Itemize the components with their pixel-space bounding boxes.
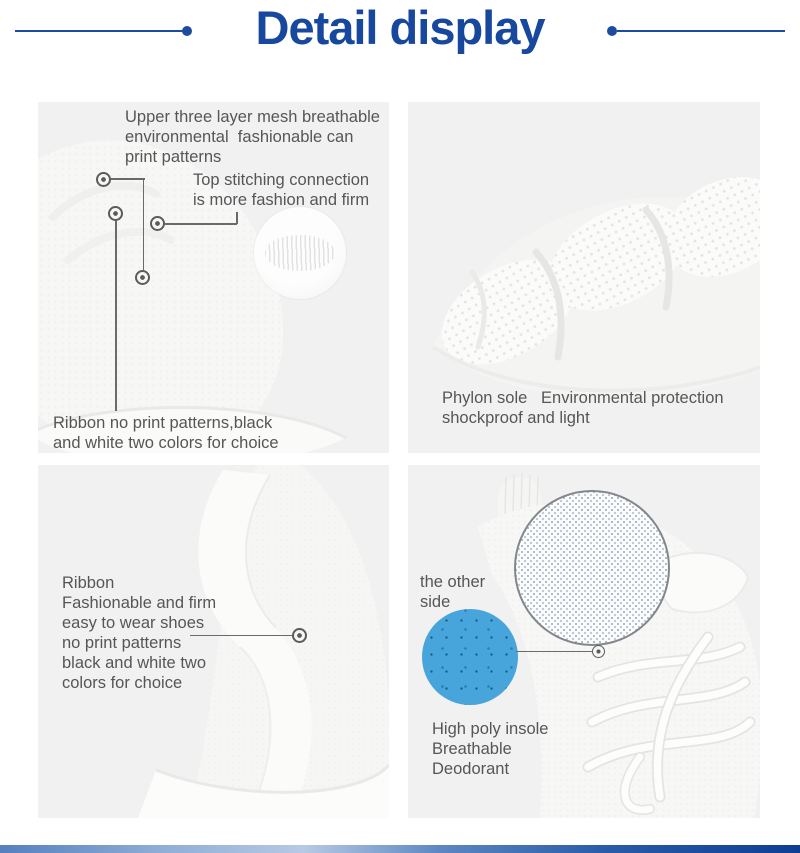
caption-line: black and white two <box>62 654 206 672</box>
caption-line: Ribbon <box>62 574 115 592</box>
callout-line <box>115 221 117 411</box>
footer-gradient-bar <box>0 845 800 853</box>
caption-line: and white two colors for choice <box>53 434 279 452</box>
callout-line <box>110 178 145 180</box>
header-line-right <box>617 30 785 32</box>
caption-line: side <box>420 593 451 611</box>
caption-line: the other <box>420 573 486 591</box>
caption-line: Breathable <box>432 740 512 758</box>
panel-heel-ribbon <box>38 465 389 818</box>
callout-marker-icon <box>592 645 605 658</box>
caption-line: environmental fashionable can <box>125 128 354 146</box>
panel-phylon-sole <box>408 102 760 453</box>
callout-marker-icon <box>108 206 123 221</box>
callout-marker-icon <box>292 628 307 643</box>
callout-line <box>516 651 592 653</box>
caption-line: Upper three layer mesh breathable <box>125 108 380 126</box>
callout-line <box>165 223 237 225</box>
callout-marker-icon <box>150 216 165 231</box>
page-title: Detail display <box>255 1 545 54</box>
caption-line: shockproof and light <box>442 409 590 427</box>
callout-marker-icon <box>135 270 150 285</box>
caption-line: Top stitching connection <box>193 171 370 189</box>
callout-line <box>236 212 238 224</box>
caption-line: Ribbon no print patterns,black <box>53 414 273 432</box>
heel-caption <box>62 573 216 693</box>
mesh-magnifier-circle <box>514 490 670 646</box>
caption-line: no print patterns <box>62 634 182 652</box>
caption-line: colors for choice <box>62 674 183 692</box>
callout-line <box>143 179 145 270</box>
caption-line: Fashionable and firm <box>62 594 217 612</box>
callout-marker-icon <box>96 172 111 187</box>
insole-detail-circle <box>422 609 518 705</box>
caption-line: print patterns <box>125 148 222 166</box>
stitching-detail-circle <box>254 207 346 299</box>
caption-line: High poly insole <box>432 720 549 738</box>
insole-caption <box>432 719 548 779</box>
caption-line: easy to wear shoes <box>62 614 205 632</box>
upper-caption <box>125 107 380 167</box>
panel-other-side <box>408 465 760 818</box>
sole-caption <box>442 388 724 428</box>
ribbon-caption <box>53 413 279 453</box>
header-dot-right-icon <box>607 26 617 36</box>
caption-line: Deodorant <box>432 760 510 778</box>
other-side-caption <box>420 572 485 612</box>
stitching-caption <box>193 170 369 210</box>
caption-line: Phylon sole Environmental protection <box>442 389 724 407</box>
panel-upper-mesh <box>38 102 389 453</box>
stitching-texture <box>265 235 335 272</box>
caption-line: is more fashion and firm <box>193 191 370 209</box>
